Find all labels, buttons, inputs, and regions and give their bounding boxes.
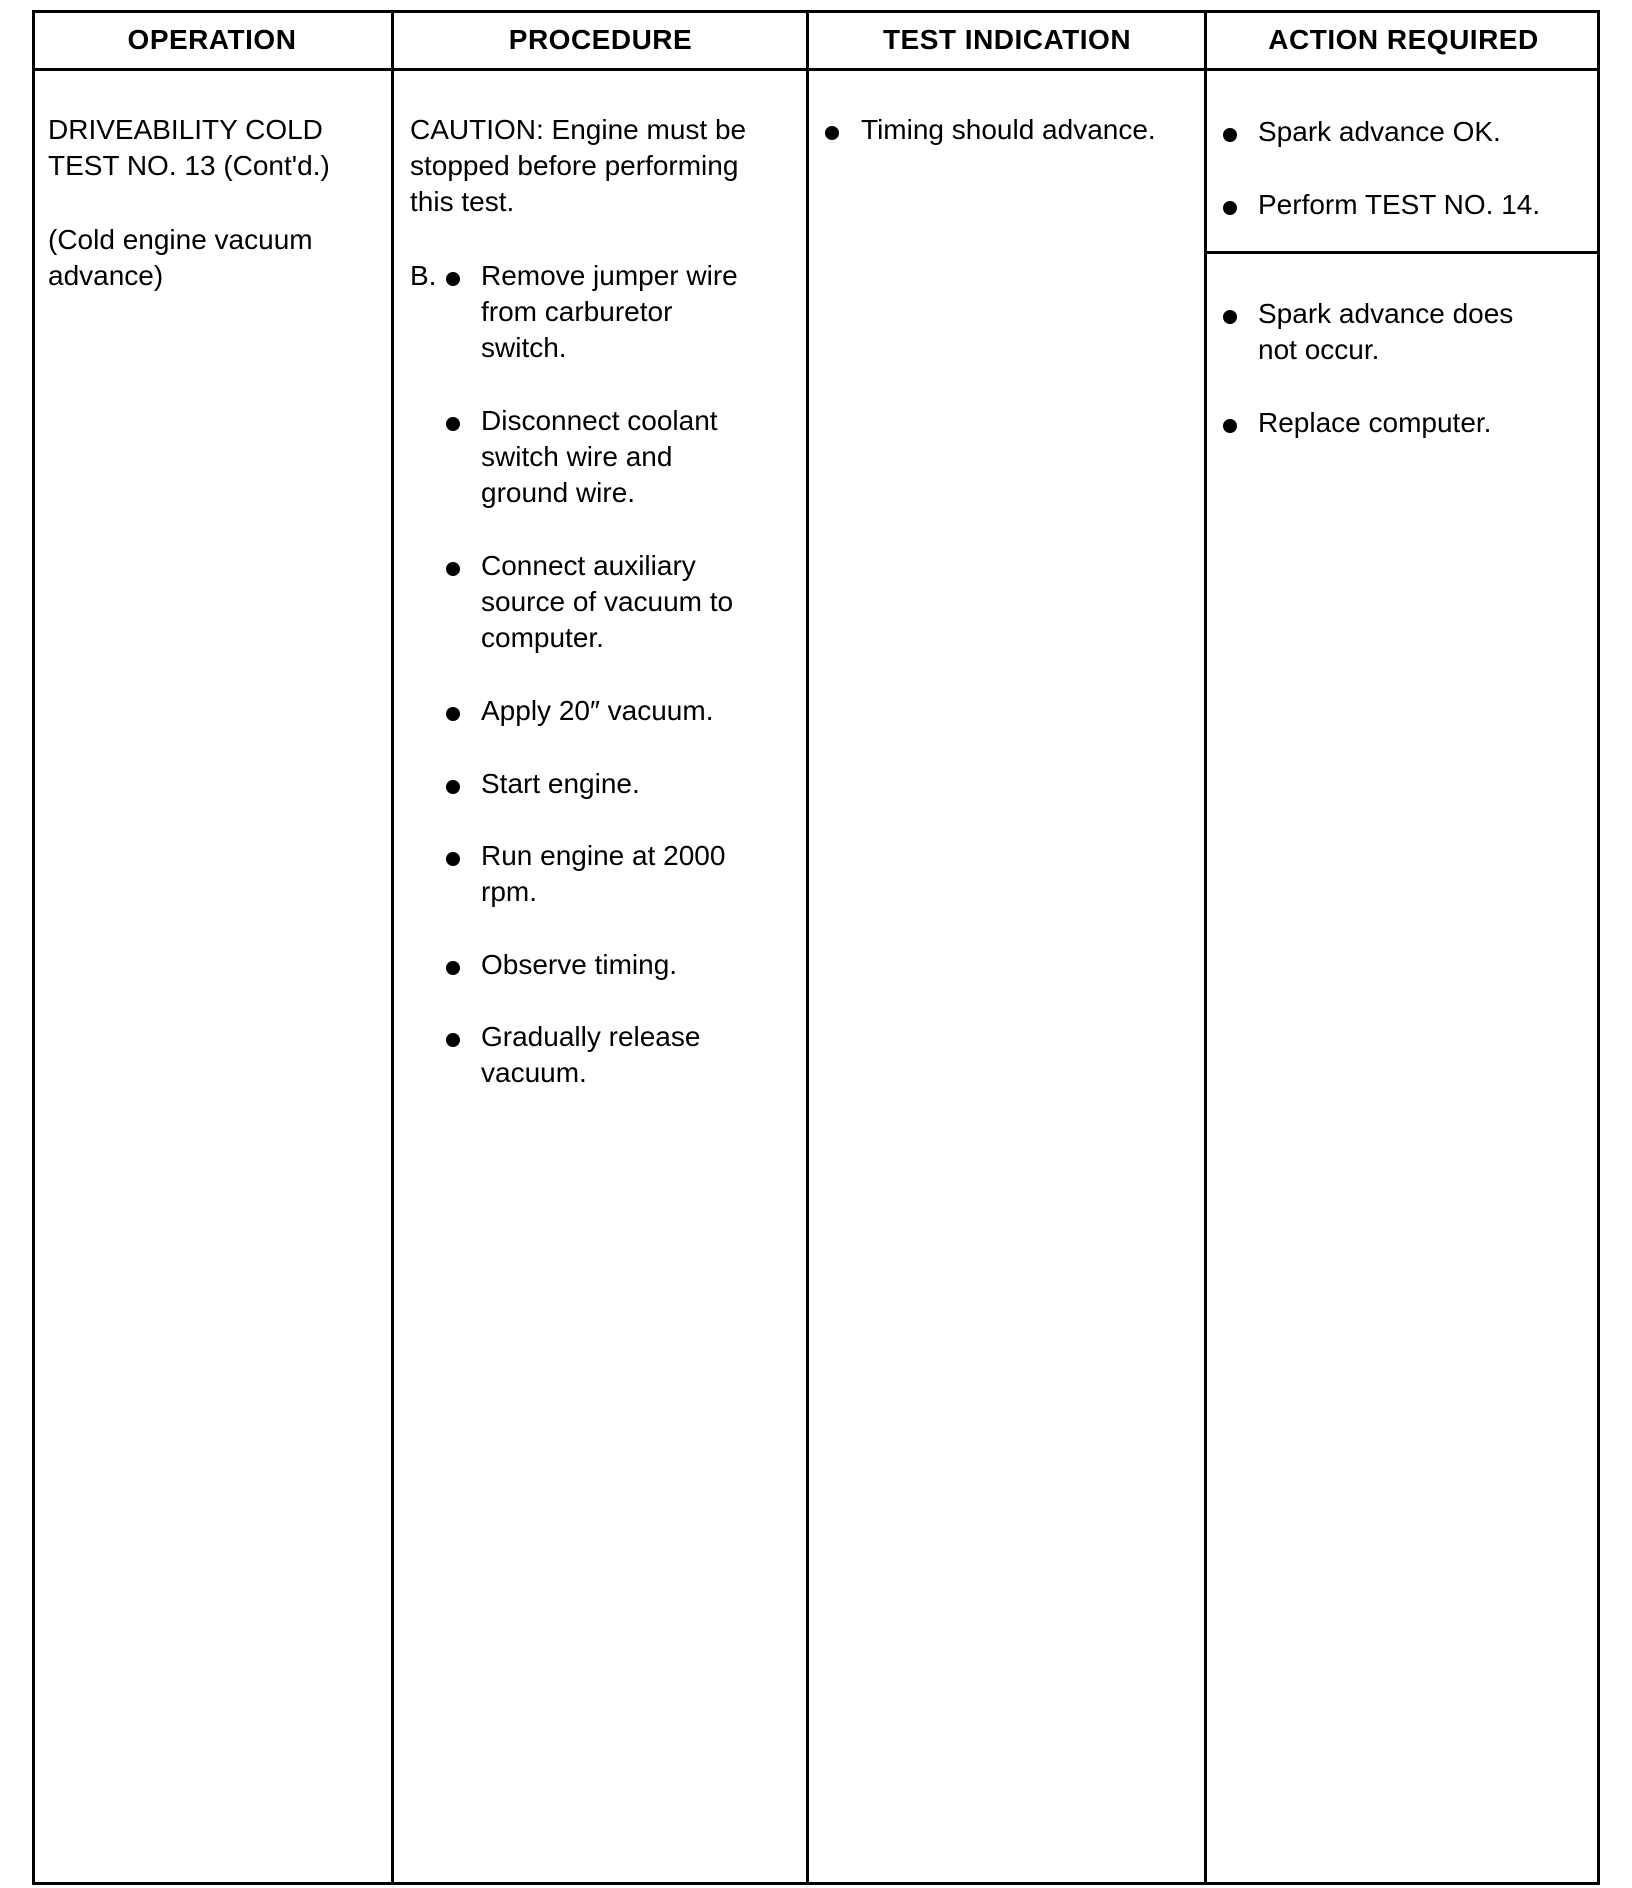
header-action-required: ACTION REQUIRED [1268,24,1539,55]
procedure-step: Start engine. [481,768,640,799]
action-ok-item: Perform TEST NO. 14. [1258,189,1541,220]
procedure-step: Disconnect coolant switch wire and ground wire. [481,405,718,508]
bullet-icon [446,417,460,431]
procedure-step: Apply 20″ vacuum. [481,695,714,726]
bullet-icon [1223,201,1237,215]
bullet-icon [825,126,839,140]
header-operation: OPERATION [127,24,297,55]
header-test-indication: TEST INDICATION [882,24,1132,55]
operation-title: DRIVEABILITY COLD TEST NO. 13 (Cont'd.) [48,114,330,181]
bullet-icon [446,852,460,866]
action-fail-item: Spark advance does not occur. [1258,298,1514,365]
bullet-icon [446,780,460,794]
procedure-step: Connect auxiliary source of vacuum to computer. [481,550,734,653]
bullet-icon [446,562,460,576]
procedure-step: Remove jumper wire from carburetor switch. [481,260,738,363]
action-row-divider [1207,251,1600,254]
bullet-icon [1223,310,1237,324]
bullet-icon [446,707,460,721]
procedure-step: Run engine at 2000 rpm. [481,840,726,907]
bullet-icon [446,1033,460,1047]
bullet-icon [446,961,460,975]
column-divider-2 [806,10,809,1885]
bullet-icon [446,272,460,286]
bullet-icon [1223,128,1237,142]
operation-subtitle: (Cold engine vacuum advance) [48,224,313,291]
procedure-step-prefix: B. [410,260,437,291]
procedure-caution: CAUTION: Engine must be stopped before performing this test. [410,114,747,217]
action-ok-item: Spark advance OK. [1258,116,1501,147]
header-procedure: PROCEDURE [508,24,693,55]
procedure-step: Observe timing. [481,949,678,980]
procedure-step: Gradually release vacuum. [481,1021,701,1088]
column-divider-3 [1204,10,1207,1885]
action-fail-item: Replace computer. [1258,407,1492,438]
column-divider-1 [391,10,394,1885]
bullet-icon [1223,419,1237,433]
test-indication-item: Timing should advance. [861,114,1156,145]
